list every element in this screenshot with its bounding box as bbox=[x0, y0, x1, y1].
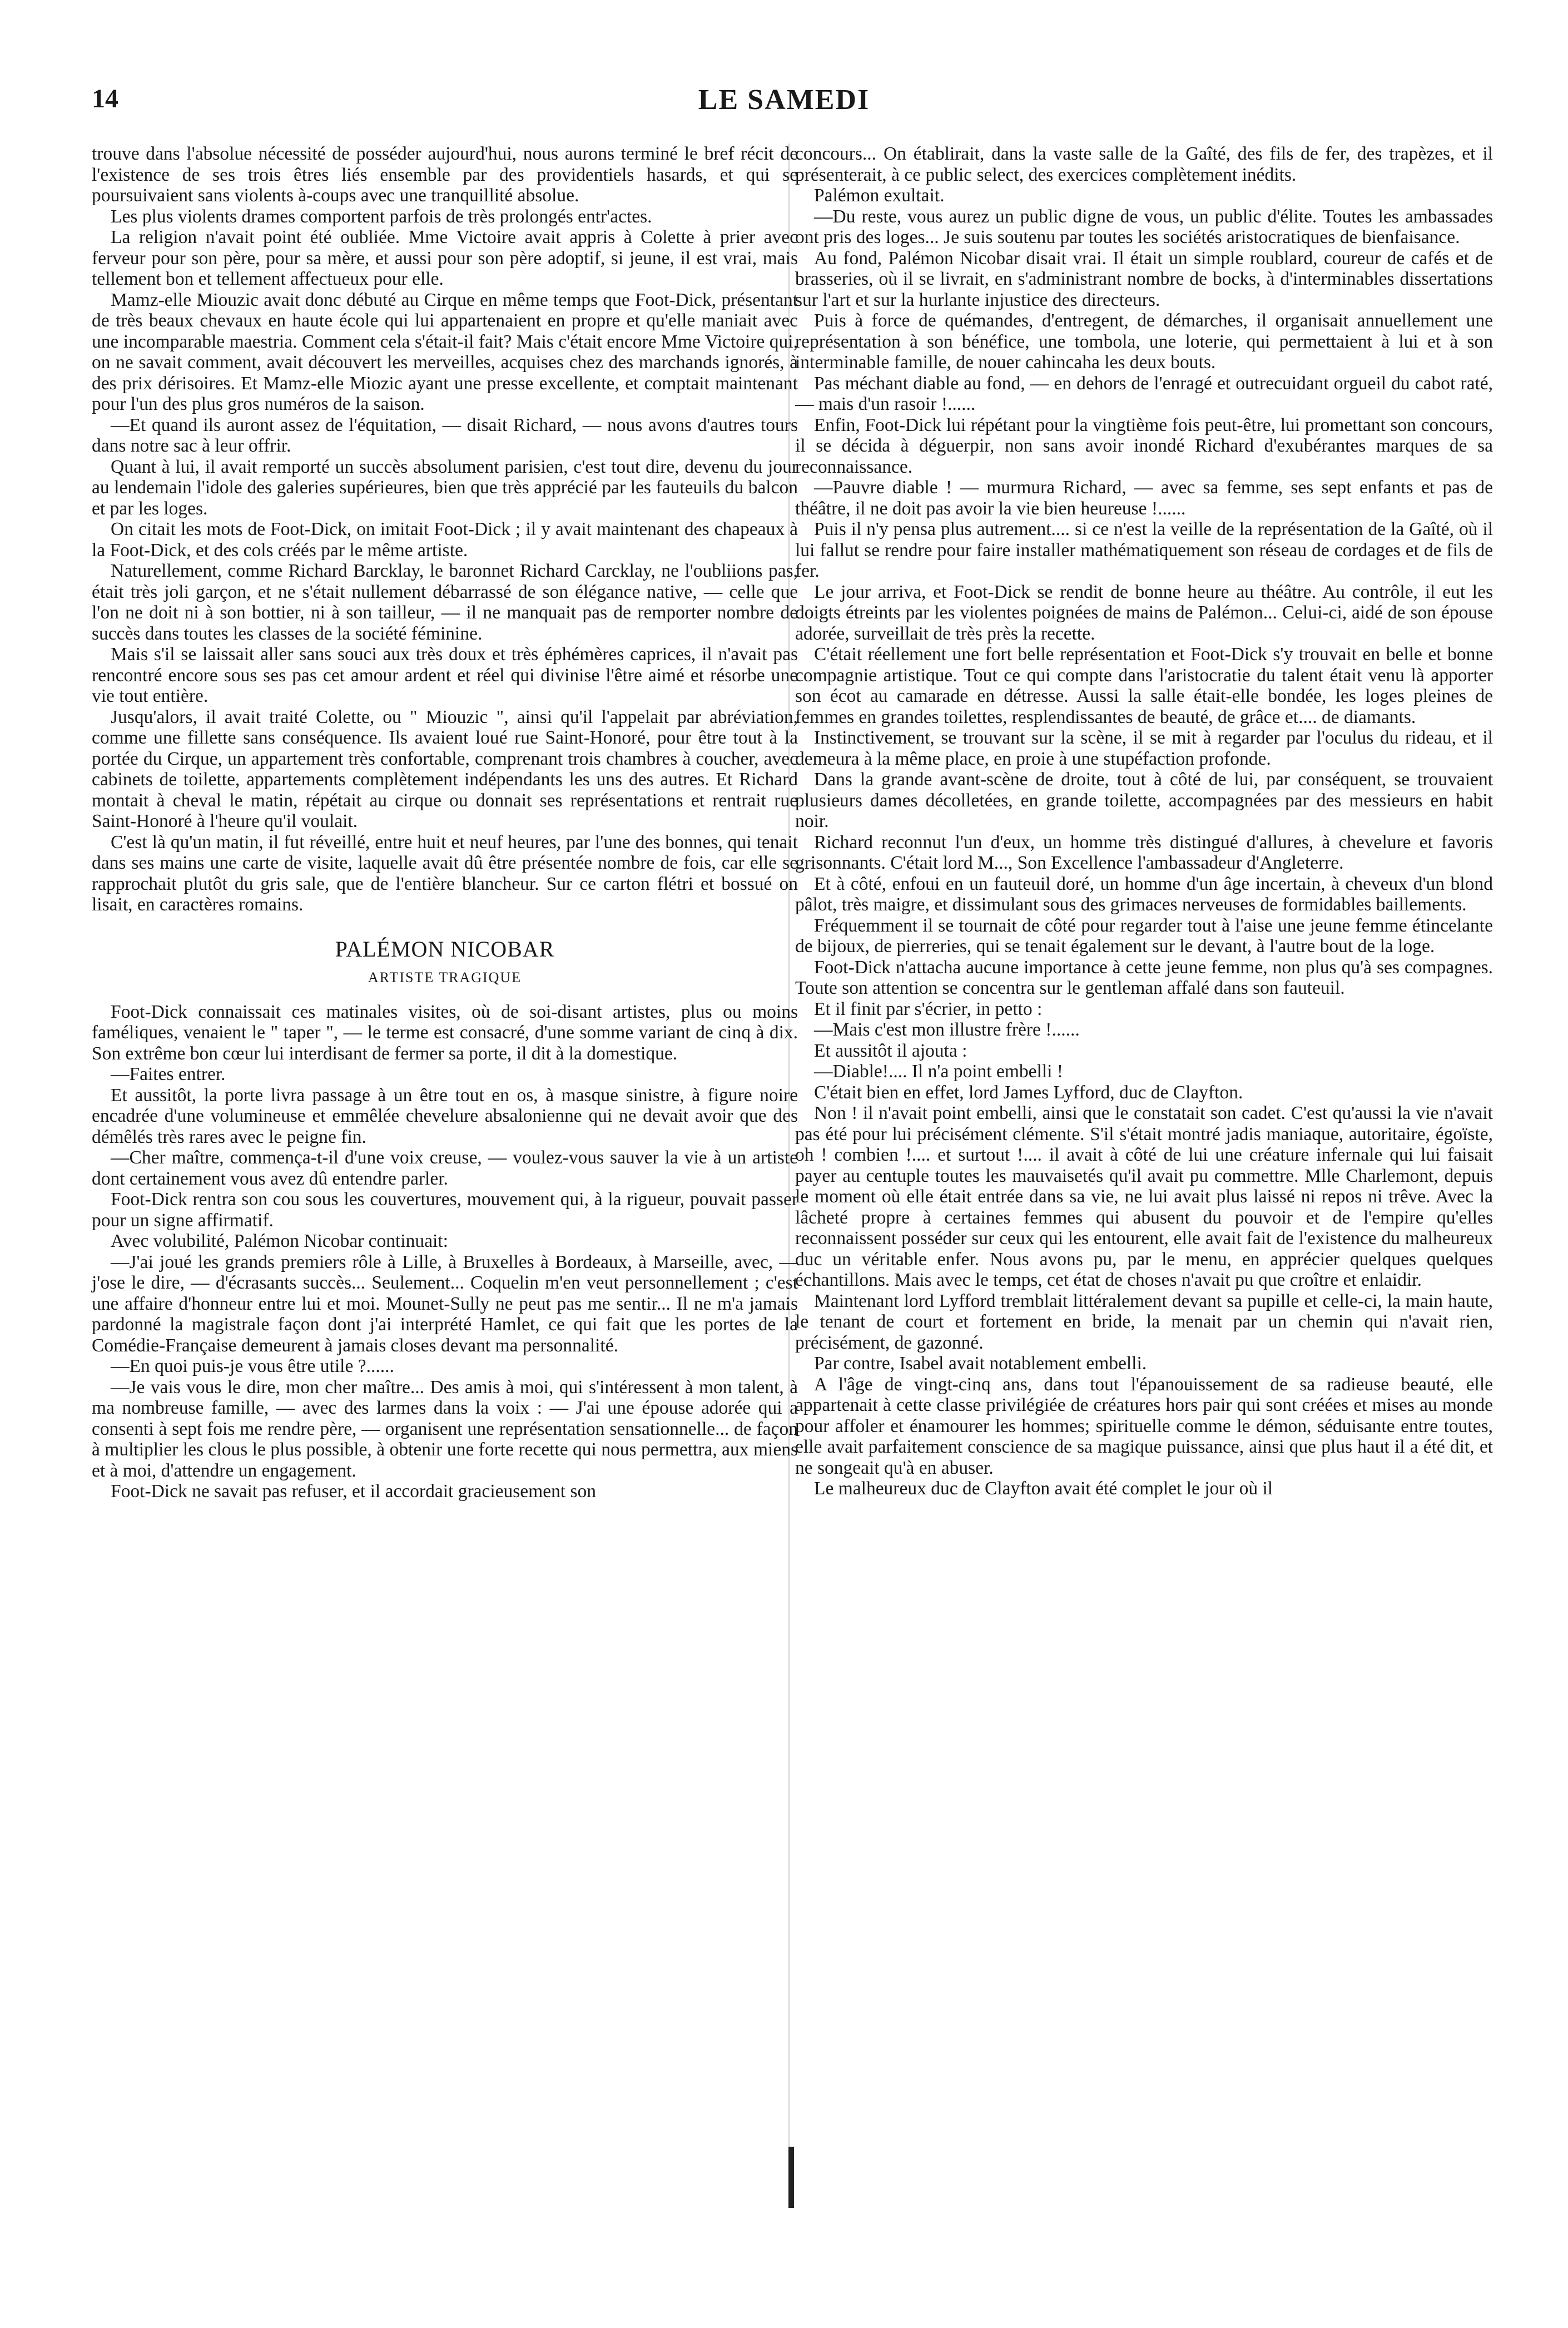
paragraph: Et aussitôt il ajouta : bbox=[814, 1040, 967, 1061]
page-number: 14 bbox=[92, 84, 118, 113]
paragraph: —Et quand ils auront assez de l'équitation, — disait Richard, — nous avons d'autres tours dans notre sac à leur offrir. bbox=[92, 414, 798, 456]
paragraph: Foot-Dick connaissait ces matinales visites, où de soi-disant artistes, plus ou moins faméliques, venaient le " taper ", — le terme est consacré, d'une somme variant de cinq à dix. Son extrême bon cœur lui interdisant de fermer sa porte, il dit à la domestique. bbox=[92, 1001, 798, 1064]
paragraph: Avec volubilité, Palémon Nicobar continuait: bbox=[111, 1231, 448, 1251]
paragraph: —Pauvre diable ! — murmura Richard, — avec sa femme, ses sept enfants et pas de théâtre, il ne doit pas avoir la vie bien heureuse !...... bbox=[795, 477, 1493, 519]
paragraph: On citait les mots de Foot-Dick, on imitait Foot-Dick ; il y avait maintenant des chapeaux à la Foot-Dick, et des cols créés par le même artiste. bbox=[92, 519, 798, 561]
journal-title: LE SAMEDI bbox=[698, 84, 870, 116]
paragraph: Et il finit par s'écrier, in petto : bbox=[814, 998, 1043, 1019]
paragraph: Le jour arriva, et Foot-Dick se rendit de bonne heure au théâtre. Au contrôle, il eut les doigts étreints par les violentes poignées de mains de Palémon... Celui-ci, aidé de son épouse adorée, surveillait de très près la recette. bbox=[795, 581, 1493, 644]
paragraph: Au fond, Palémon Nicobar disait vrai. Il était un simple roublard, coureur de cafés et de brasseries, où il se livrait, en s'administrant nombre de bocks, à d'interminables dissertations sur l'art et sur la hurlante injustice des directeurs. bbox=[795, 247, 1493, 310]
paragraph: Dans la grande avant-scène de droite, tout à côté de lui, par conséquent, se trouvaient plusieurs dames décolletées, en grande toilette, accompagnées par des messieurs en habit noir. bbox=[795, 769, 1493, 831]
paragraph: C'était réellement une fort belle représentation et Foot-Dick s'y trouvait en belle et bonne compagnie artistique. Tout ce qui compte dans l'aristocratie du talent était venu là apporter son écot au camarade en détresse. Aussi la salle était-elle bondée, les loges pleines de femmes en grandes toilettes, resplendissantes de beauté, de grâce et.... de diamants. bbox=[795, 644, 1493, 727]
left-column-body bbox=[92, 143, 798, 915]
paragraph: —Cher maître, commença-t-il d'une voix creuse, — voulez-vous sauver la vie à un artiste dont certainement vous avez dû entendre parler. bbox=[92, 1147, 798, 1189]
paragraph: A l'âge de vingt-cinq ans, dans tout l'épanouissement de sa radieuse beauté, elle appartenait à cette classe privilégiée de créatures hors pair qui sont créées et mises au monde pour affoler et énamourer les hommes; spirituelle comme le démon, séduisante entre toutes, elle avait parfaitement conscience de sa magique puissance, ainsi que plus haut il a été dit, et ne songeait qu'à en abuser. bbox=[795, 1374, 1493, 1478]
paragraph: Jusqu'alors, il avait traité Colette, ou " Miouzic ", ainsi qu'il l'appelait par abréviation, comme une fillette sans conséquence. Ils avaient loué rue Saint-Honoré, pour être tout à la portée du Cirque, un appartement très confortable, comprenant trois chambres à coucher, avec cabinets de toilette, appartements complètement indépendants les uns des autres. Et Richard montait à cheval le matin, répétait au cirque ou donnait ses représentations et rentrait rue Saint-Honoré à l'heure qu'il voulait. bbox=[92, 706, 798, 831]
left-column-section-body bbox=[92, 1002, 798, 1502]
paragraph: —Diable!.... Il n'a point embelli ! bbox=[814, 1061, 1063, 1082]
print-speck bbox=[788, 2147, 794, 2208]
paragraph: Quant à lui, il avait remporté un succès absolument parisien, c'est tout dire, devenu du jour au lendemain l'idole des galeries supérieures, bien que très apprécié par les fauteuils du balcon et par les loges. bbox=[92, 456, 798, 519]
paragraph: Instinctivement, se trouvant sur la scène, il se mit à regarder par l'oculus du rideau, et il demeura à la même place, en proie à une stupéfaction profonde. bbox=[795, 727, 1493, 769]
paragraph: Pas méchant diable au fond, — en dehors de l'enragé et outrecuidant orgueil du cabot raté, — mais d'un rasoir !...... bbox=[795, 373, 1493, 414]
paragraph: Palémon exultait. bbox=[814, 185, 945, 206]
paragraph: Enfin, Foot-Dick lui répétant pour la vingtième fois peut-être, lui promettant son concours, il se décida à déguerpir, non sans avoir inondé Richard d'exubérantes marques de sa reconnaissance. bbox=[795, 414, 1493, 477]
paragraph: concours... On établirait, dans la vaste salle de la Gaîté, des fils de fer, des trapèzes, et il présenterait, à ce public select, des exercices complètement inédits. bbox=[795, 143, 1493, 185]
paragraph: Foot-Dick rentra son cou sous les couvertures, mouvement qui, à la rigueur, pouvait passer pour un signe affirmatif. bbox=[92, 1189, 798, 1231]
paragraph: —Faites entrer. bbox=[111, 1064, 226, 1084]
paragraph: —Mais c'est mon illustre frère !...... bbox=[814, 1019, 1080, 1040]
paragraph: Puis à force de quémandes, d'entregent, de démarches, il organisait annuellement une représentation à son bénéfice, une tombola, une loterie, qui permettaient à lui et à son interminable famille, de nouer cahincaha les deux bouts. bbox=[795, 310, 1493, 373]
paragraph: —Je vais vous le dire, mon cher maître... Des amis à moi, qui s'intéressent à mon talent, à ma nombreuse famille, — avec des larmes dans la voix : — J'ai une épouse adorée qui a consenti à sept fois me rendre père, — organisent une représentation sensationnelle... de façon à multiplier les clous le plus possible, à obtenir une forte recette qui nous permettra, aux miens et à moi, d'attendre un engagement. bbox=[92, 1376, 798, 1481]
paragraph: C'était bien en effet, lord James Lyfford, duc de Clayfton. bbox=[814, 1082, 1243, 1103]
paragraph: Non ! il n'avait point embelli, ainsi que le constatait son cadet. C'est qu'aussi la vie n'avait pas été pour lui précisément clémente. S'il s'était montré jadis maniaque, autoritaire, égoïste, oh ! combien !.... et surtout !.... il avait à côté de lui une créature infernale qui lui faisait payer au centuple toutes les mauvaisetés qu'il avait pu commettre. Mlle Charlemont, depuis le moment où elle était entrée dans sa vie, ne lui avait plus laissé ni repos ni trêve. Avec la lâcheté propre à certaines femmes qui abusent du pouvoir et de l'empire qu'elles reconnaissent posséder sur ceux qui les entourent, elle avait fait de l'existence du malheureux duc un véritable enfer. Nous avons pu, par le menu, en apprécier quelques quelques échantillons. Mais avec le temps, cet état de choses n'avait pu que croître et enlaidir. bbox=[795, 1103, 1493, 1290]
paragraph: —Du reste, vous aurez un public digne de vous, un public d'élite. Toutes les ambassades ont pris des loges... Je suis soutenu par toutes les sociétés aristocratiques de bienfaisance. bbox=[795, 206, 1493, 247]
page-header bbox=[92, 83, 1476, 128]
paragraph: Richard reconnut l'un d'eux, un homme très distingué d'allures, à chevelure et favoris grisonnants. C'était lord M..., Son Excellence l'ambassadeur d'Angleterre. bbox=[795, 831, 1493, 873]
paragraph: C'est là qu'un matin, il fut réveillé, entre huit et neuf heures, par l'une des bonnes, qui tenait dans ses mains une carte de visite, laquelle avait dû être présentée nombre de fois, car elle se rapprochait plutôt du gris sale, que de l'entière blancheur. Sur ce carton flétri et bossué on lisait, en caractères romains. bbox=[92, 831, 798, 915]
section-title: PALÉMON NICOBAR bbox=[335, 936, 555, 962]
paragraph: Et à côté, enfoui en un fauteuil doré, un homme d'un âge incertain, à cheveux d'un blond pâlot, très maigre, et dissimulant sous des grimaces nerveuses de formidables baillements. bbox=[795, 873, 1493, 915]
right-column-body bbox=[795, 143, 1493, 1499]
right-column bbox=[795, 143, 1493, 1499]
paragraph: La religion n'avait point été oubliée. Mme Victoire avait appris à Colette à prier avec ferveur pour son père, pour sa mère, et aussi pour son père adoptif, si jeune, il est vrai, mais tellement bon et tellement affectueux pour elle. bbox=[92, 227, 798, 289]
paragraph: Mais s'il se laissait aller sans souci aux très doux et très éphémères caprices, il n'avait pas rencontré encore sous ses pas cet amour ardent et réel qui divinise l'être aimé et résorbe une vie tout entière. bbox=[92, 644, 798, 706]
paragraph: Foot-Dick ne savait pas refuser, et il accordait gracieusement son bbox=[111, 1481, 597, 1502]
paragraph: Mamz-elle Miouzic avait donc débuté au Cirque en même temps que Foot-Dick, présentant de très beaux chevaux en haute école qui lui appartenaient en propre et qu'elle maniait avec une incomparable maestria. Comment cela s'était-il fait? Mais c'était encore Mme Victoire qui, on ne savait comment, avait découvert les merveilles, acquises chez des marchands ignorés, à des prix dérisoires. Et Mamz-elle Miozic ayant une presse excellente, et comptait maintenant pour l'un des plus gros numéros de la saison. bbox=[92, 289, 798, 414]
paragraph: Naturellement, comme Richard Barcklay, le baronnet Richard Carcklay, ne l'oubliions pas, était très joli garçon, et ne s'était nullement débarrassé de son élégance native, — celle que l'on ne doit ni à son bottier, ni à son tailleur, — il ne manquait pas de remporter nombre de succès dans toutes les classes de la société féminine. bbox=[92, 561, 798, 644]
paragraph: trouve dans l'absolue nécessité de posséder aujourd'hui, nous aurons terminé le bref récit de l'existence de ses trois êtres liés ensemble par des providentiels hasards, et qui se poursuivaient sans violents à-coups avec une tranquillité absolue. bbox=[92, 143, 798, 206]
paragraph: —En quoi puis-je vous être utile ?...... bbox=[111, 1356, 394, 1376]
paragraph: Puis il n'y pensa plus autrement.... si ce n'est la veille de la représentation de la Gaîté, où il lui fallut se rendre pour faire installer mathématiquement son réseau de cordages et de fils de fer. bbox=[795, 519, 1493, 581]
paragraph: —J'ai joué les grands premiers rôle à Lille, à Bruxelles à Bordeaux, à Marseille, avec, — j'ose le dire, — d'écrasants succès... Seulement... Coquelin m'en veut personnellement ; c'est une affaire d'honneur entre lui et moi. Mounet-Sully ne peut pas me sentir... Il ne m'a jamais pardonné la magistrale façon dont j'ai interprété Hamlet, ce qui fait que les portes de la Comédie-Française demeurent à jamais closes devant ma personnalité. bbox=[92, 1251, 798, 1356]
paragraph: Et aussitôt, la porte livra passage à un être tout en os, à masque sinistre, à figure noire encadrée d'une volumineuse et emmêlée chevelure absalonienne qui ne devait avoir que des démêlés très rares avec le peigne fin. bbox=[92, 1084, 798, 1147]
paragraph: Le malheureux duc de Clayfton avait été complet le jour où il bbox=[814, 1478, 1273, 1499]
paragraph: Foot-Dick n'attacha aucune importance à cette jeune femme, non plus qu'à ses compagnes. Toute son attention se concentra sur le gentleman affalé dans son fauteuil. bbox=[795, 957, 1493, 998]
paragraph: Maintenant lord Lyfford tremblait littéralement devant sa pupille et celle-ci, la main haute, le tenant de court et fortement en bride, la menait par un chemin qui n'avait rien, précisément, de gazonné. bbox=[795, 1290, 1493, 1353]
paragraph: Par contre, Isabel avait notablement embelli. bbox=[814, 1353, 1147, 1374]
left-column bbox=[92, 143, 798, 1502]
paragraph: Les plus violents drames comportent parfois de très prolongés entr'actes. bbox=[111, 206, 652, 227]
section-subtitle: ARTISTE TRAGIQUE bbox=[368, 969, 522, 985]
paragraph: Fréquemment il se tournait de côté pour regarder tout à l'aise une jeune femme étincelante de bijoux, de pierreries, qui se tenait également sur le devant, à l'autre bout de la loge. bbox=[795, 915, 1493, 957]
